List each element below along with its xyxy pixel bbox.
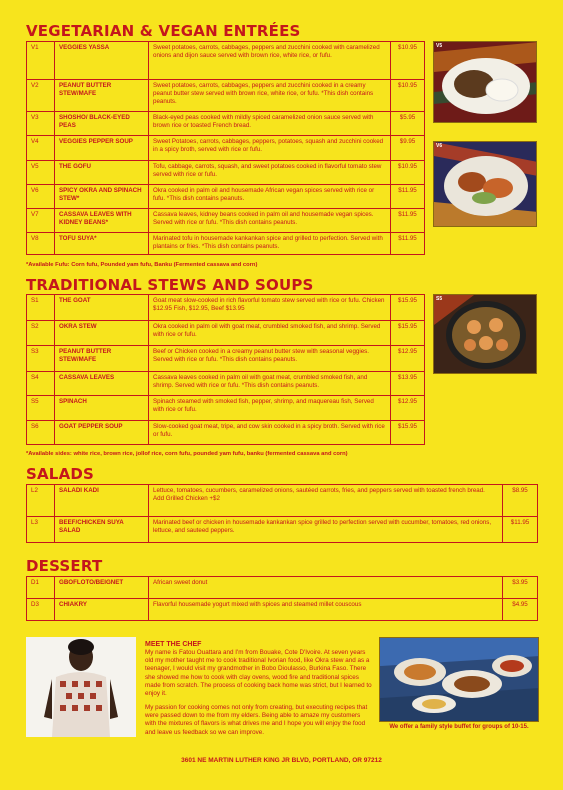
- salads-menu-table: [26, 484, 538, 543]
- item-description-text: Slow-cooked goat meat, tripe, and cow skin cooked in a spicy broth. Served with rice or fufu.: [153, 423, 385, 439]
- menu-item-row: [27, 346, 425, 372]
- item-note: Add Grilled Chicken +$2: [153, 495, 220, 503]
- menu-item-row: [27, 80, 425, 112]
- item-code: V1: [27, 42, 55, 80]
- item-name: THE GOAT: [55, 295, 149, 321]
- item-description-text: Lettuce, tomatoes, cucumbers, caramelized onions, sautéed carrots, fries, and peppers served with toasted french bread.: [153, 487, 485, 494]
- sides-footnote: *Available sides: white rice, brown rice, jollof rice, corn fufu, pounded yam fufu, banku (fermented cassava and corn): [26, 451, 348, 457]
- item-price: $15.95: [391, 421, 425, 445]
- menu-item-row: [27, 161, 425, 185]
- item-description: [149, 421, 391, 445]
- item-description: [149, 185, 391, 209]
- item-description: [149, 321, 391, 346]
- stews-section-title: TRADITIONAL STEWS AND SOUPS: [26, 276, 314, 294]
- item-description-text: Flavorful housemade yogurt mixed with spices and steamed millet couscous: [153, 601, 362, 608]
- item-code: V7: [27, 209, 55, 233]
- item-description: [149, 346, 391, 372]
- item-price: $3.95: [503, 577, 538, 599]
- chef-paragraph-2: My passion for cooking comes not only from creating, but executing recipes that were passed down to me from my elders. Being able to amaze my customers with the mixtures of flavors is what drives me and I hope you will enjoy the food and leave us feedback so we can improve.: [145, 704, 368, 736]
- item-code: D1: [27, 577, 55, 599]
- item-code: S1: [27, 295, 55, 321]
- item-price: $12.95: [391, 396, 425, 421]
- chef-portrait: [26, 637, 136, 737]
- menu-item-row: [27, 577, 538, 599]
- item-description: [149, 42, 391, 80]
- item-description: [149, 396, 391, 421]
- salads-section-title: SALADS: [26, 465, 95, 483]
- photo-label-v6: V6: [436, 143, 443, 149]
- menu-item-row: [27, 421, 425, 445]
- item-code: S5: [27, 396, 55, 421]
- item-code: V3: [27, 112, 55, 136]
- menu-item-row: [27, 372, 425, 396]
- item-description-text: Spinach steamed with smoked fish, pepper, shrimp, and maquereau fish, Served with rice or fufu.: [153, 398, 374, 414]
- item-price: $11.95: [503, 517, 538, 543]
- plate-image: [434, 142, 537, 227]
- item-name: GOAT PEPPER SOUP: [55, 421, 149, 445]
- item-name: OKRA STEW: [55, 321, 149, 346]
- menu-item-row: [27, 233, 425, 255]
- chef-photo: [26, 637, 136, 737]
- buffet-caption: We offer a family style buffet for groups of 10-15.: [389, 724, 529, 730]
- menu-item-row: [27, 295, 425, 321]
- item-price: $5.95: [391, 112, 425, 136]
- item-name: CHIAKRY: [55, 599, 149, 621]
- dish-photo-s5: [433, 294, 537, 374]
- menu-item-row: [27, 42, 425, 80]
- dish-photo-v5: [433, 41, 537, 123]
- item-note: Chicken $12.95 Fish, $12.95, Beef $13.95: [153, 297, 385, 313]
- dish-photo-v6: [433, 141, 537, 227]
- item-price: $11.95: [391, 185, 425, 209]
- menu-item-row: [27, 485, 538, 517]
- item-price: $4.95: [503, 599, 538, 621]
- dessert-section-title: DESSERT: [26, 557, 103, 575]
- item-description: [149, 209, 391, 233]
- item-note: *This dish contains peanuts.: [166, 195, 245, 203]
- item-name: GBOFLOTO/BEIGNET: [55, 577, 149, 599]
- item-code: L2: [27, 485, 55, 517]
- item-code: D3: [27, 599, 55, 621]
- menu-item-row: [27, 209, 425, 233]
- dessert-menu-table: [26, 576, 538, 621]
- item-name: THE GOFU: [55, 161, 149, 185]
- item-description: [149, 112, 391, 136]
- menu-item-row: [27, 112, 425, 136]
- item-description-text: Black-eyed peas cooked with mildly spiced caramelized onion sauce served with brown rice or toasted French bread.: [153, 114, 374, 130]
- item-name: SPICY OKRA AND SPINACH STEW*: [55, 185, 149, 209]
- item-price: $9.95: [391, 136, 425, 161]
- item-name: VEGGIES YASSA: [55, 42, 149, 80]
- item-name: PEANUT BUTTER STEW/MAFE: [55, 346, 149, 372]
- item-description-text: Okra cooked in palm oil and housemade African vegan spices served with rice or fufu.: [153, 187, 375, 203]
- item-description-text: Goat meat slow-cooked in rich flavorful tomato stew served with rice or fufu.: [153, 297, 361, 304]
- item-description-text: Cassava leaves, kidney beans cooked in palm oil and housemade vegan spices. Served with rice or fufu.: [153, 211, 374, 227]
- item-name: SHOSHO/ BLACK-EYED PEAS: [55, 112, 149, 136]
- item-note: *This dish contains peanuts.: [241, 382, 320, 390]
- item-description-text: Cassava leaves cooked in palm oil with goat meat, crumbled smoked fish, and shrimp. Served with rice or fufu.: [153, 374, 368, 390]
- item-name: BEEF/CHICKEN SUYA SALAD: [55, 517, 149, 543]
- item-description-text: Marinated beef or chicken in housemade kankankan spice grilled to perfection served with cucumber, tomatoes, red onions, lettuce, and sauteed peppers.: [153, 519, 492, 535]
- item-price: $15.95: [391, 295, 425, 321]
- item-price: $13.95: [391, 372, 425, 396]
- buffet-image: [380, 638, 539, 722]
- menu-item-row: [27, 321, 425, 346]
- item-description: [149, 599, 503, 621]
- item-price: $10.95: [391, 161, 425, 185]
- item-description: [149, 233, 391, 255]
- item-name: PEANUT BUTTER STEW/MAFE: [55, 80, 149, 112]
- restaurant-address: 3601 NE MARTIN LUTHER KING JR BLVD, PORTLAND, OR 97212: [181, 757, 382, 764]
- item-price: $10.95: [391, 80, 425, 112]
- chef-heading: MEET THE CHEF: [145, 641, 202, 648]
- item-code: V8: [27, 233, 55, 255]
- item-code: L3: [27, 517, 55, 543]
- chef-paragraph-1: My name is Fatou Ouattara and I'm from Bouake, Cote D'Ivoire. At seven years old my mother taught me to cook traditional Ivorian food, like Okra stew and as a teenager, I would visit my grandmother in Bobo Dioulasso, Burkina Faso. There she showed me how to cook with clay ovens, wood fire and traditional spices made from scratch. The process of cooking back home was strict, but I learned to enjoy it.: [145, 649, 372, 697]
- item-code: S2: [27, 321, 55, 346]
- menu-item-row: [27, 136, 425, 161]
- item-code: S6: [27, 421, 55, 445]
- item-description: [149, 372, 391, 396]
- item-code: V4: [27, 136, 55, 161]
- stews-menu-table: [26, 294, 425, 445]
- item-description: [149, 295, 391, 321]
- item-code: S3: [27, 346, 55, 372]
- plate-image: [434, 42, 537, 123]
- menu-item-row: [27, 185, 425, 209]
- item-name: CASSAVA LEAVES WITH KIDNEY BEANS*: [55, 209, 149, 233]
- item-description: [149, 161, 391, 185]
- item-description-text: Marinated tofu in housemade kankankan spice and grilled to perfection. Served with plantains or fries.: [153, 235, 383, 251]
- photo-label-v5: V5: [436, 43, 443, 49]
- item-description: [149, 517, 503, 543]
- item-description-text: Sweet Potatoes, carrots, cabbages, peppers, potatoes, squash and zucchini cooked in a spicy broth, served with rice or fufu.: [153, 138, 384, 154]
- item-code: V2: [27, 80, 55, 112]
- item-name: TOFU SUYA*: [55, 233, 149, 255]
- item-price: $10.95: [391, 42, 425, 80]
- item-description-text: African sweet donut: [153, 579, 208, 586]
- item-name: SALADI KADI: [55, 485, 149, 517]
- item-price: $8.95: [503, 485, 538, 517]
- item-name: VEGGIES PEPPER SOUP: [55, 136, 149, 161]
- veg-section-title: VEGETARIAN & VEGAN ENTRÉES: [26, 22, 301, 40]
- item-description-text: Okra cooked in palm oil with goat meat, crumbled smoked fish, and shrimp. Served with rice or fufu.: [153, 323, 381, 339]
- item-description: [149, 136, 391, 161]
- menu-item-row: [27, 517, 538, 543]
- item-description-text: Tofu, cabbage, carrots, squash, and sweet potatoes cooked in flavorful tomato stew served with rice or fufu.: [153, 163, 382, 179]
- menu-item-row: [27, 396, 425, 421]
- item-description: [149, 577, 503, 599]
- item-note: *This dish contains peanuts.: [219, 356, 298, 364]
- photo-label-s5: S5: [436, 296, 443, 302]
- item-description: [149, 80, 391, 112]
- item-price: $11.95: [391, 209, 425, 233]
- item-description-text: Sweet potatoes, carrots, cabbages, peppers and zucchini cooked with caramelized onions and dijon sauce served with brown rice, white rice, or fufu.: [153, 44, 380, 60]
- item-note: *This dish contains peanuts.: [201, 243, 280, 251]
- item-name: CASSAVA LEAVES: [55, 372, 149, 396]
- item-code: V6: [27, 185, 55, 209]
- item-description-text: Beef or Chicken cooked in a creamy peanut butter stew with seasonal veggies. Served with rice or fufu.: [153, 348, 369, 364]
- fufu-footnote: *Available Fufu: Corn fufu, Pounded yam fufu, Banku (Fermented cassava and corn): [26, 262, 258, 268]
- meet-the-chef: [145, 640, 373, 743]
- item-description: [149, 485, 503, 517]
- item-description-text: Sweet potatoes, carrots, cabbages, peppers and zucchini cooked in a creamy peanut butter stew served with brown rice, white rice, or fufu.: [153, 82, 366, 98]
- item-name: SPINACH: [55, 396, 149, 421]
- menu-item-row: [27, 599, 538, 621]
- item-note: *This dish contains peanuts.: [219, 219, 298, 227]
- item-code: S4: [27, 372, 55, 396]
- item-price: $11.95: [391, 233, 425, 255]
- veg-menu-table: [26, 41, 425, 255]
- item-price: $12.95: [391, 346, 425, 372]
- item-note: *This dish contains peanuts.: [153, 90, 374, 106]
- item-code: V5: [27, 161, 55, 185]
- bowl-image: [434, 295, 537, 374]
- item-price: $15.95: [391, 321, 425, 346]
- buffet-photo: [379, 637, 539, 722]
